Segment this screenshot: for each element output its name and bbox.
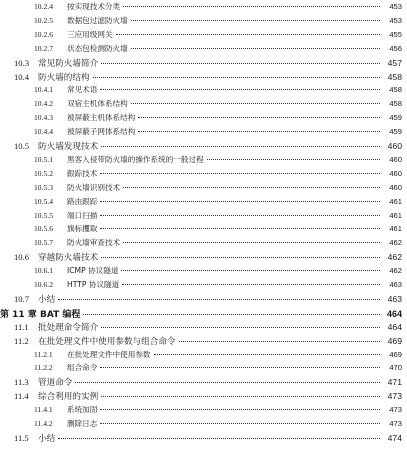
section-number: 10.2.6 [34,29,53,39]
section-number: 10.4.3 [34,113,53,123]
dot-leader [121,270,380,271]
dot-leader [154,354,380,355]
toc-entry [0,223,407,234]
chapter-title: BAT 编程 [40,309,81,320]
section-number: 10.2.7 [34,43,53,53]
section-title: 按实现技术分类 [67,2,121,11]
section-title: 穿越防火墙技术 [38,253,99,264]
section-title: 管道命令 [38,378,73,389]
page-number: 461 [389,196,402,206]
toc-entry [0,71,407,83]
section-number: 10.6 [14,252,30,263]
section-title: 双宿主机体系结构 [67,99,128,109]
dot-leader [100,201,380,202]
dot-leader [123,6,380,7]
section-number: 10.5.5 [34,210,53,220]
page-number: 470 [389,363,402,373]
page-number: 464 [386,308,402,319]
dot-leader [123,242,380,243]
section-number: 11.4.1 [34,405,53,415]
toc-entry [0,293,407,305]
section-title: 系统加固 [67,405,98,415]
section-number: 11.5 [14,432,29,443]
section-number: 11.1 [14,321,29,332]
section-title: 数据包过滤防火墙 [67,15,128,25]
section-title: HTTP 协议隧道 [67,280,120,289]
section-number: 10.5.3 [34,182,53,192]
page-number: 460 [389,154,402,164]
section-title: 三应用级网关 [67,29,113,39]
section-title: 端口扫描 [67,210,98,220]
toc-entry [0,15,407,26]
page-number: 462 [389,238,402,248]
section-title: 跟踪技术 [67,168,98,178]
section-number: 10.2.4 [34,2,53,11]
toc-entry [0,376,407,388]
section-title: 在批处理文件中使用参数与组合命令 [38,336,176,347]
section-title: 删除日志 [67,419,98,428]
page-number: 463 [389,280,402,289]
page-number: 473 [389,419,402,428]
section-title: 常见术语 [67,85,98,95]
dot-leader [123,187,380,188]
dot-leader [131,103,380,104]
page-number: 471 [387,377,402,388]
section-title: 被屏蔽子网体系结构 [67,127,136,137]
toc-entry [0,251,407,263]
section-title: 常见防火墙简介 [38,58,99,69]
page-number: 458 [389,99,402,109]
page-number: 462 [387,252,402,263]
section-number: 10.5.1 [34,154,53,164]
page-number: 460 [387,141,402,151]
toc-entry [0,237,407,248]
page-number: 458 [387,71,402,82]
toc-entry [0,1,407,12]
section-title: 旗标攫取 [67,224,98,234]
section-title: 路由跟踪 [67,196,98,206]
section-number: 11.2 [14,335,29,346]
toc-entry [0,57,407,69]
page-number: 456 [389,43,402,53]
toc-entry [0,335,407,347]
dot-leader [93,77,380,78]
toc-entry [0,84,407,95]
dot-leader [116,34,380,35]
section-number: 10.5.7 [34,238,53,248]
section-number: 10.5 [14,141,30,151]
dot-leader [131,20,380,21]
dot-leader [75,382,380,383]
toc-entry [0,98,407,109]
section-number: 10.4.2 [34,99,53,109]
section-number: 11.4 [14,391,29,402]
page-number: 464 [387,321,402,332]
section-number: 11.2.1 [34,349,53,359]
page-number: 457 [387,57,402,68]
section-title: 黑客入侵带防火墙的操作系统的一般过程 [67,154,204,164]
section-title: 被屏蔽主机体系结构 [67,113,136,123]
section-number: 10.6.2 [34,280,53,289]
page-number: 455 [389,29,402,39]
dot-leader [131,48,380,49]
toc-entry [0,404,407,415]
toc-entry [0,168,407,179]
dot-leader [100,409,380,410]
chapter-number: 第 11 章 [0,309,37,320]
section-number: 10.4.1 [34,85,53,95]
toc-entry [0,126,407,137]
dot-leader [100,367,380,368]
dot-leader [179,341,380,342]
section-number: 11.4.2 [34,419,53,428]
toc-entry [0,362,407,373]
toc-entry [0,279,407,290]
section-title: 小结 [38,433,56,444]
page-number: 461 [389,224,402,234]
section-title: 小结 [38,294,56,305]
page-number: 460 [389,182,402,192]
toc-entry [0,321,407,333]
page-number: 469 [387,335,402,346]
dot-leader [122,284,380,285]
dot-leader [101,146,380,147]
chapter-entry [0,307,407,320]
section-number: 10.7 [14,293,30,304]
page-number: 473 [387,391,402,402]
dot-leader [58,438,380,439]
page-number: 453 [389,15,402,25]
section-title: 批处理命令简介 [38,322,99,333]
section-number: 10.6.1 [34,266,53,276]
toc-entry [0,112,407,123]
dot-leader [58,299,380,300]
section-title: 综合利用的实例 [38,392,99,403]
dot-leader [101,396,380,397]
section-number: 10.5.2 [34,168,53,178]
section-title: 状态包检测防火墙 [67,43,128,53]
toc-entry [0,210,407,221]
page-number: 469 [389,349,402,359]
toc-entry [0,140,407,152]
dot-leader [101,327,380,328]
section-number: 10.5.4 [34,196,53,206]
dot-leader [100,215,380,216]
section-title: ICMP 协议隧道 [67,266,119,276]
page-number: 459 [389,127,402,137]
page-number: 474 [387,432,402,443]
dot-leader [100,228,380,229]
toc-entry [0,418,407,429]
toc-entry [0,196,407,207]
page-number: 461 [389,210,402,220]
section-number: 10.2.5 [34,15,53,25]
dot-leader [138,117,380,118]
toc-entry [0,432,407,444]
section-title: 防火墙的结构 [38,72,90,83]
dot-leader [101,257,380,258]
section-number: 10.4 [14,71,30,82]
page-number: 473 [389,405,402,415]
page-number: 459 [389,113,402,123]
page-number: 462 [389,266,402,276]
section-title: 防火墙识别技术 [67,182,121,192]
page-number: 460 [389,168,402,178]
section-number: 11.3 [14,377,29,388]
section-title: 防火墙发现技术 [38,142,99,152]
section-number: 11.2.2 [34,363,53,373]
dot-leader [100,423,380,424]
dot-leader [83,314,380,315]
section-title: 防火墙审查技术 [67,238,121,248]
dot-leader [207,159,380,160]
dot-leader [100,173,380,174]
section-title: 组合命令 [67,363,98,373]
toc-entry [0,182,407,193]
section-number: 10.3 [14,57,30,68]
toc-entry [0,390,407,402]
toc-entry [0,29,407,40]
dot-leader [138,131,380,132]
section-title: 在批处理文件中使用参数 [67,349,151,359]
toc-entry [0,154,407,165]
page-number: 458 [389,85,402,95]
section-number: 10.5.6 [34,224,53,234]
dot-leader [100,89,380,90]
toc-entry [0,43,407,54]
dot-leader [101,63,380,64]
page-number: 463 [387,293,402,304]
toc-entry [0,265,407,276]
page-number: 453 [389,2,402,11]
section-number: 10.4.4 [34,127,53,137]
toc-entry [0,349,407,360]
